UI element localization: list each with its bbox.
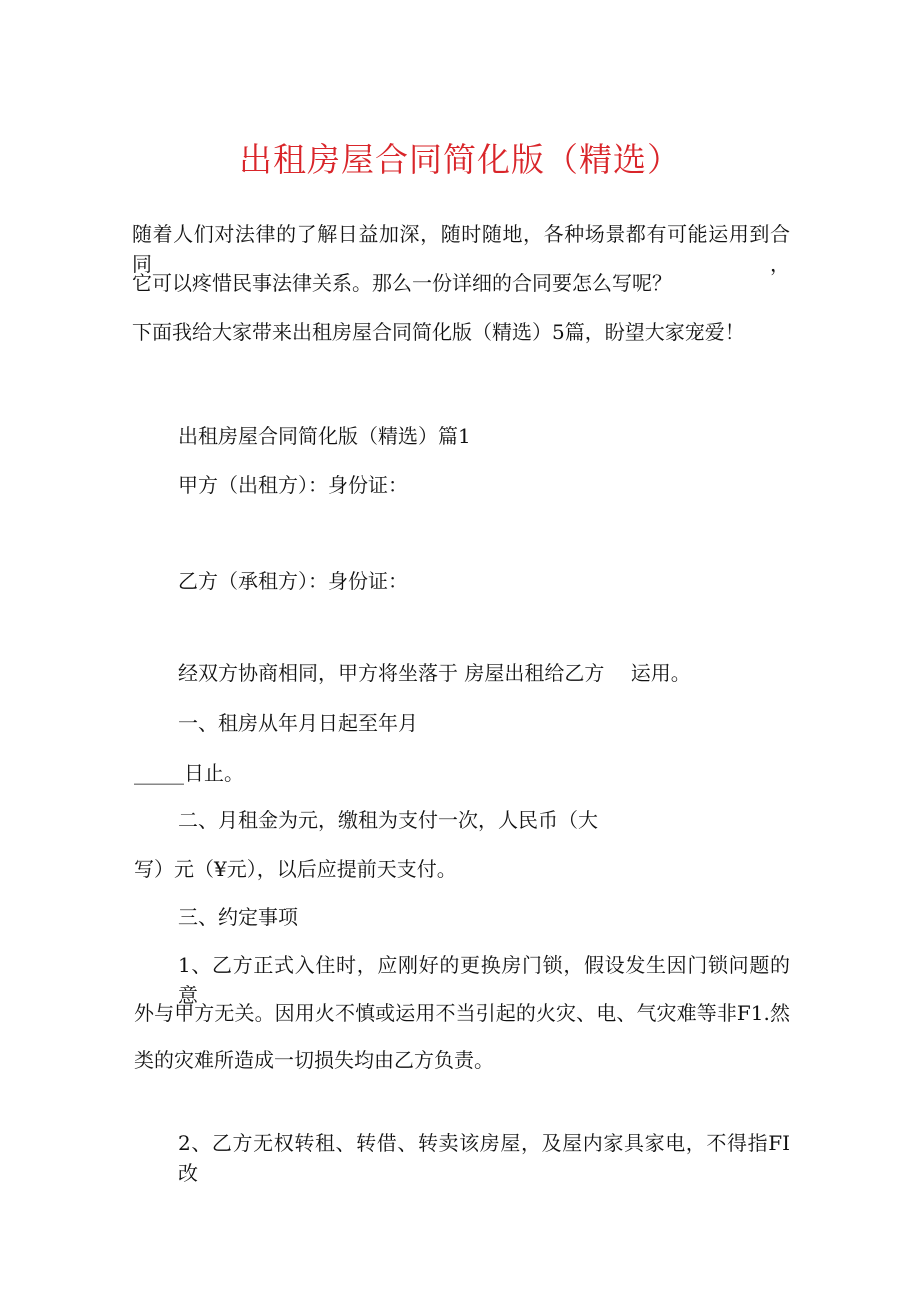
clause-line: 写）元（¥元），以后应提前天支付。 (134, 857, 457, 881)
agreement-line: 经双方协商相同，甲方将坐落于 房屋出租给乙方 运用。 (178, 661, 691, 685)
clause-line: _____日止。 (134, 761, 244, 785)
party-a-line: 甲方（出租方）：身份证： (178, 473, 408, 497)
intro-line: 它可以疼惜民事法律关系。那么一份详细的合同要怎么写呢？ (132, 271, 672, 295)
party-b-line: 乙方（承租方）：身份证： (178, 569, 408, 593)
clause-line: 二、月租金为元，缴租为支付一次，人民币（大 (178, 808, 598, 832)
document-title: 出租房屋合同简化版（精选） (239, 140, 681, 179)
clause-line: 一、租房从年月日起至年月 (178, 711, 418, 735)
section-heading: 出租房屋合同简化版（精选）篇1 (178, 424, 471, 448)
clause-item-line: 外与甲方无关。因用火不慎或运用不当引起的火灾、电、气灾难等非F1.然 (134, 1001, 790, 1025)
clause-item-line: 1、乙方正式入住时，应刚好的更换房门锁，假设发生因门锁问题的意 (178, 953, 790, 1007)
clause-item-line: 2、乙方无权转租、转借、转卖该房屋，及屋内家具家电，不得指FI改 (178, 1131, 790, 1185)
clause-item-line: 类的灾难所造成一切损失均由乙方负责。 (134, 1048, 494, 1072)
intro-line: 随着人们对法律的了解日益加深，随时随地，各种场景都有可能运用到合同， (132, 222, 790, 276)
intro-line: 下面我给大家带来出租房屋合同简化版（精选）5篇，盼望大家宠爱！ (132, 320, 745, 344)
clause-heading: 三、约定事项 (178, 905, 298, 929)
